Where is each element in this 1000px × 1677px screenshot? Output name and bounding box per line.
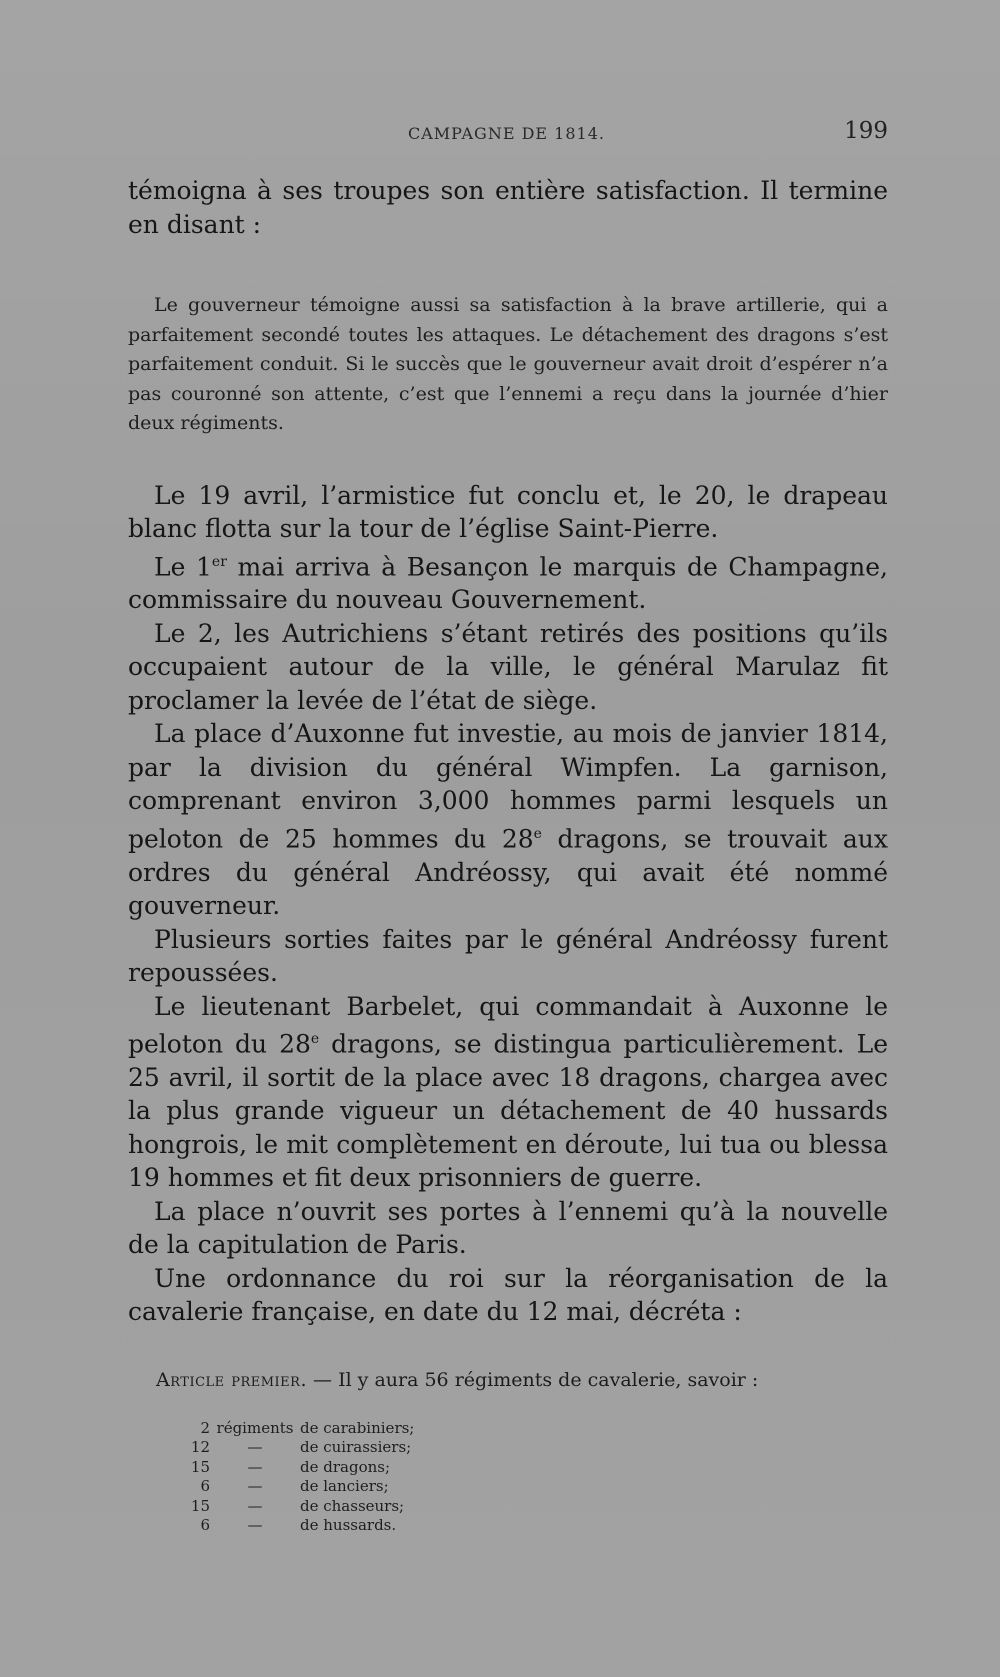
- regiment-count: 6: [200, 1477, 210, 1496]
- regiment-row: [180, 1419, 888, 1439]
- paragraph-2: Le 19 avril, l’armistice fut conclu et, le 20, le drapeau blanc flotta sur la tour de l’église Saint-Pierre.: [128, 480, 888, 543]
- regiment-dash: —: [247, 1438, 263, 1457]
- regiment-count: 15: [190, 1457, 210, 1476]
- regiment-count: 2: [200, 1418, 210, 1437]
- article-text: — Il y aura 56 régiments de cavalerie, savoir :: [306, 1368, 759, 1391]
- regiment-type: de carabiniers;: [300, 1418, 415, 1437]
- paragraph-3: [128, 546, 888, 617]
- paragraph-5: [128, 717, 888, 922]
- regiment-dash: —: [247, 1516, 263, 1535]
- paragraph-3-superscript: er: [211, 553, 227, 570]
- regiment-type: de dragons;: [300, 1457, 391, 1476]
- regiment-type: de hussards.: [300, 1516, 397, 1535]
- regiment-count: 15: [190, 1496, 210, 1515]
- paragraph-5-superscript: e: [533, 825, 542, 842]
- paragraph-7-part-a: Le lieutenant Barbelet, qui commandait à Auxonne le peloton du 28: [128, 991, 888, 1059]
- regiment-type: de lanciers;: [300, 1477, 389, 1496]
- paragraph-3-part-a: Le 1: [154, 551, 212, 581]
- regiment-count: 6: [200, 1516, 210, 1535]
- regiment-list: [180, 1419, 888, 1536]
- regiment-row: [180, 1497, 888, 1517]
- paragraph-7: [128, 990, 888, 1195]
- paragraph-7-part-b: dragons, se distingua particulièrement. Le 25 avril, il sortit de la place avec 18 dragons, chargea avec la plus grande vigueur un détachement de 40 hussards hongrois, le mit complètement en déroute, lui tua ou blessa 19 hommes et fit deux prisonniers de guerre.: [128, 1029, 888, 1193]
- regiment-row: [180, 1516, 888, 1536]
- regiment-type: de chasseurs;: [300, 1496, 405, 1515]
- article-label: Article premier.: [156, 1368, 307, 1391]
- paragraph-5-part-b: dragons, se trouvait aux ordres du général Andréossy, qui avait été nommé gouverneur.: [128, 824, 889, 921]
- paragraph-6: Plusieurs sorties faites par le général Andréossy furent repoussées.: [128, 924, 888, 988]
- regiment-count: 12: [190, 1438, 210, 1457]
- paragraph-1: témoigna à ses troupes son entière satisfaction. Il termine en disant :: [128, 176, 888, 239]
- quoted-order: Le gouverneur témoigne aussi sa satisfaction à la brave artillerie, qui a parfaitement secondé toutes les attaques. Le détachement des dragons s’est parfaitement conduit. Si le succès que le gouverneur avait droit d’espérer n’a pas couronné son attente, c’est que l’ennemi a reçu dans la journée d’hier deux régiments.: [128, 294, 888, 434]
- paragraph-9: Une ordonnance du roi sur la réorganisation de la cavalerie française, en date du 12 mai, décréta :: [128, 1263, 888, 1327]
- regiment-type: de cuirassiers;: [300, 1438, 412, 1457]
- regiment-row: [180, 1438, 888, 1458]
- regiment-dash: —: [247, 1496, 263, 1515]
- page-header: [128, 118, 888, 150]
- paragraph-5-part-a: La place d’Auxonne fut investie, au mois de janvier 1814, par la division du général Wimpfen. La garnison, comprenant environ 3,000 hommes parmi lesquels un peloton de 25 hommes du 28: [128, 719, 888, 854]
- running-title: CAMPAGNE DE 1814.: [408, 124, 605, 143]
- regiment-row: [180, 1477, 888, 1497]
- paragraph-3-part-b: mai arriva à Besançon le marquis de Champagne, commissaire du nouveau Gouvernement.: [128, 551, 888, 615]
- regiment-dash: —: [247, 1477, 263, 1496]
- regiment-unit: régiments: [216, 1418, 294, 1437]
- regiment-row: [180, 1458, 888, 1478]
- article-premier: [156, 1369, 888, 1391]
- paragraph-4: Le 2, les Autrichiens s’étant retirés des positions qu’ils occupaient autour de la ville, le général Marulaz fit proclamer la levée de l’état de siège.: [128, 618, 888, 715]
- page-number: 199: [844, 118, 888, 144]
- paragraph-7-superscript: e: [310, 1031, 320, 1048]
- paragraph-8: La place n’ouvrit ses portes à l’ennemi qu’à la nouvelle de la capitulation de Paris.: [128, 1196, 888, 1260]
- regiment-dash: —: [247, 1457, 263, 1476]
- body-text: [128, 174, 888, 1536]
